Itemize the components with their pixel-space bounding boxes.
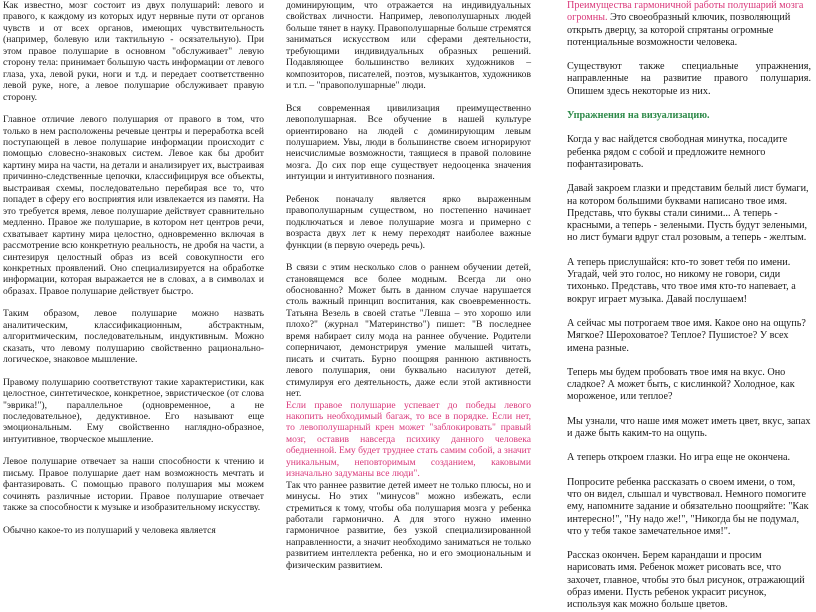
- paragraph: доминирующим, что отражается на индивидуальных свойствах личности. Например, левополушарных людей больше тянет в науку. Правополушарные больше стремятся заниматься искусством или сферами деятельности, требующими индивидуальных образных решений. Подавляющее большинство великих художников – композиторов, писателей, поэтов, музыкантов, художников и т.п. – "правополушарные" люди.: [286, 0, 531, 92]
- paragraph: Левое полушарие отвечает за наши способности к чтению и письму. Правое полушарие дает нам возможность мечтать и фантазировать. С помощью правого полушария мы можем сочинять различные истории. Правое полушарие отвечает также за способности к музыке и изобразительному искусству.: [3, 456, 264, 514]
- paragraph: Существуют также специальные упражнения, направленные на развитие правого полушария. Опишем здесь некоторые из них.: [567, 61, 811, 97]
- paragraph: А теперь прислушайся: кто-то зовет тебя по имени. Угадай, чей это голос, но никому не говори, сиди тихонько. Представь, что твое имя кто-то напевает, а вокруг играет музыка. Давай послушаем!: [567, 256, 796, 305]
- paragraph: Мы узнали, что наше имя может иметь цвет, вкус, запах и даже быть каким-то на ощупь.: [567, 415, 811, 440]
- paragraph: Ребенок поначалу является ярко выраженным правополушарным существом, но постепенно начинает подключаться и левое полушарие мозга и примерно с возраста двух лет к нему переходят наиболее важные функции (в первую очередь речь).: [286, 193, 531, 251]
- paragraph: Попросите ребенка рассказать о своем имени, о том, что он видел, слышал и чувствовал. Немного помогите ему, напомните задание и обязательно поощряйте: "Как интересно!", "Ну надо же!", "Никогда бы не подумал, что у тебя такое замечательное имя!".: [567, 476, 809, 537]
- paragraph: Правому полушарию соответствуют такие характеристики, как целостное, синтетическое, конкретное, эвристическое (от слова "эврика!"), параллельное (одновременное, а не последовательное), дедуктивное. Его называют еще эмоциональным. Ему свойственно наглядно-образное, интуитивное, творческое мышление.: [3, 376, 264, 445]
- highlighted-phrase: Преимущества гармоничной работы полушарий мозга огромны.: [567, 0, 804, 24]
- paragraph: Давай закроем глазки и представим белый лист бумаги, на котором большими буквами написано твое имя. Представь, что буквы стали синими... А теперь - красными, а теперь - зелеными. Пусть будут зелеными, но лист бумаги вдруг стал розовым, а теперь - желтым.: [567, 183, 809, 244]
- paragraph: Теперь мы будем пробовать твое имя на вкус. Оно сладкое? А может быть, с кислинкой? Холодное, как мороженое, или теплое?: [567, 366, 795, 403]
- paragraph: В связи с этим несколько слов о раннем обучении детей, становящемся все более модным. Всегда ли оно обоснованно? Может быть в данном случае нарушается столь важный принцип воспитания, как своевременность. Татьяна Везель в своей статье "Левша – это хорошо или плохо?" (журнал "Материнство") пишет: "В последнее время набирает силу мода на раннее обучение. Родители соперничают, демонстрируя умение малышей читать, писать и считать. Бурно поощряя раннюю активность левого полушария, они буквально насилуют детей, стимулируя его деятельность, даже если этой активности нет.: [286, 262, 531, 400]
- paragraph: Когда у вас найдется свободная минутка, посадите ребенка рядом с собой и предложите немного пофантазировать.: [567, 134, 788, 170]
- column-middle: [286, 0, 531, 571]
- paragraph: Как известно, мозг состоит из двух полушарий: левого и правого, к каждому из которых идут нервные пути от органов чувств и от всех органов, имеющих чувствительность (например, болевую или тактильную - осязательную). При этом правое полушарие в основном "обслуживает" левую сторону тела: принимает большую часть информации от левого глаза, уха, левой руки, ноги и т.д. и передает соответственно левой руке, ноге, а левое полушарие обслуживает правую сторону.: [3, 0, 264, 103]
- column-left: [3, 0, 264, 536]
- paragraph: А сейчас мы потрогаем твое имя. Какое оно на ощупь? Мягкое? Шероховатое? Теплое? Пушистое? У всех имена разные.: [567, 317, 806, 354]
- paragraph: Вся современная цивилизация преимущественно левополушарная. Все обучение в нашей культуре ориентировано на людей с доминирующим левым полушарием. Увы, люди в большинстве своем игнорируют неисчислимые возможности, таящиеся в правой половине мозга. До сих пор еще существует недооценка значения интуиции и интуитивного познания.: [286, 102, 531, 183]
- paragraph: Главное отличие левого полушария от правого в том, что только в нем расположены речевые центры и переработка всей поступающей в левое полушарие информации происходит с помощью словесно-знаковых систем. Левое как бы дробит картину мира на части, на детали и анализирует их, выстраивая причинно-следственные цепочки, классифицируя все объекты, выстраивая схемы, последовательно перебирая все то, что попадет в сферу его восприятия или извлекается из памяти. На это требуется время, левое полушарие действует сравнительно медленно. Правое же полушарие, в котором нет центров речи, схватывает картину мира целостно, одновременно включая в рассмотрение всю конкретную реальность, не дробя на части, а синтезируя целостный образ из всей совокупности его конкретных проявлений. Оно специализируется на обработке информации, которая выражается не в словах, а в символах и образах. Правое полушарие действует быстро.: [3, 114, 264, 297]
- paragraph: Рассказ окончен. Берем карандаши и просим нарисовать имя. Ребенок может рисовать все, что захочет, главное, чтобы это был рисунок, отражающий образ имени. Пусть ребенок украсит рисунок, используя как можно больше цветов.: [567, 550, 805, 611]
- paragraph: Так что раннее развитие детей имеет не только плюсы, но и минусы. Но этих "минусов" можно избежать, если стремиться к тому, чтобы оба полушария мозга у ребенка работали гармонично. А для этого нужно именно гармоничное развитие, без узкой специализированной направленности, а значит необходимо заниматься не только развитием интеллекта ребенка, но и его эмоциональным и физическим развитием.: [286, 479, 531, 571]
- intro-text: Это своеобразный ключик, позволяющий открыть дверцу, за которой спрятаны огромные потенциальные возможности человека.: [567, 12, 791, 48]
- section-heading: Упражнения на визуализацию.: [567, 110, 710, 122]
- paragraph: Таким образом, левое полушарие можно назвать аналитическим, классификационным, абстрактным, алгоритмическим, последовательным, индуктивным. Можно сказать, что левому полушарию свойственно рационально-логическое, знаковое мышление.: [3, 308, 264, 366]
- column-right: [567, 0, 811, 612]
- paragraph: Обычно какое-то из полушарий у человека является: [3, 524, 216, 536]
- paragraph: А теперь откроем глазки. Но игра еще не окончена.: [567, 452, 791, 464]
- intro-paragraph: [567, 0, 811, 49]
- highlighted-quote: Если правое полушарие успевает до победы левого накопить необходимый багаж, то все в порядке. Если нет, то левополушарный крен может "заблокировать" правый мозг, оставив навсегда психику данного человека обедненной. Ему будет труднее стать самим собой, а значит уникальным, неповторимым созданием, каковыми изначально задуманы все люди".: [286, 399, 531, 480]
